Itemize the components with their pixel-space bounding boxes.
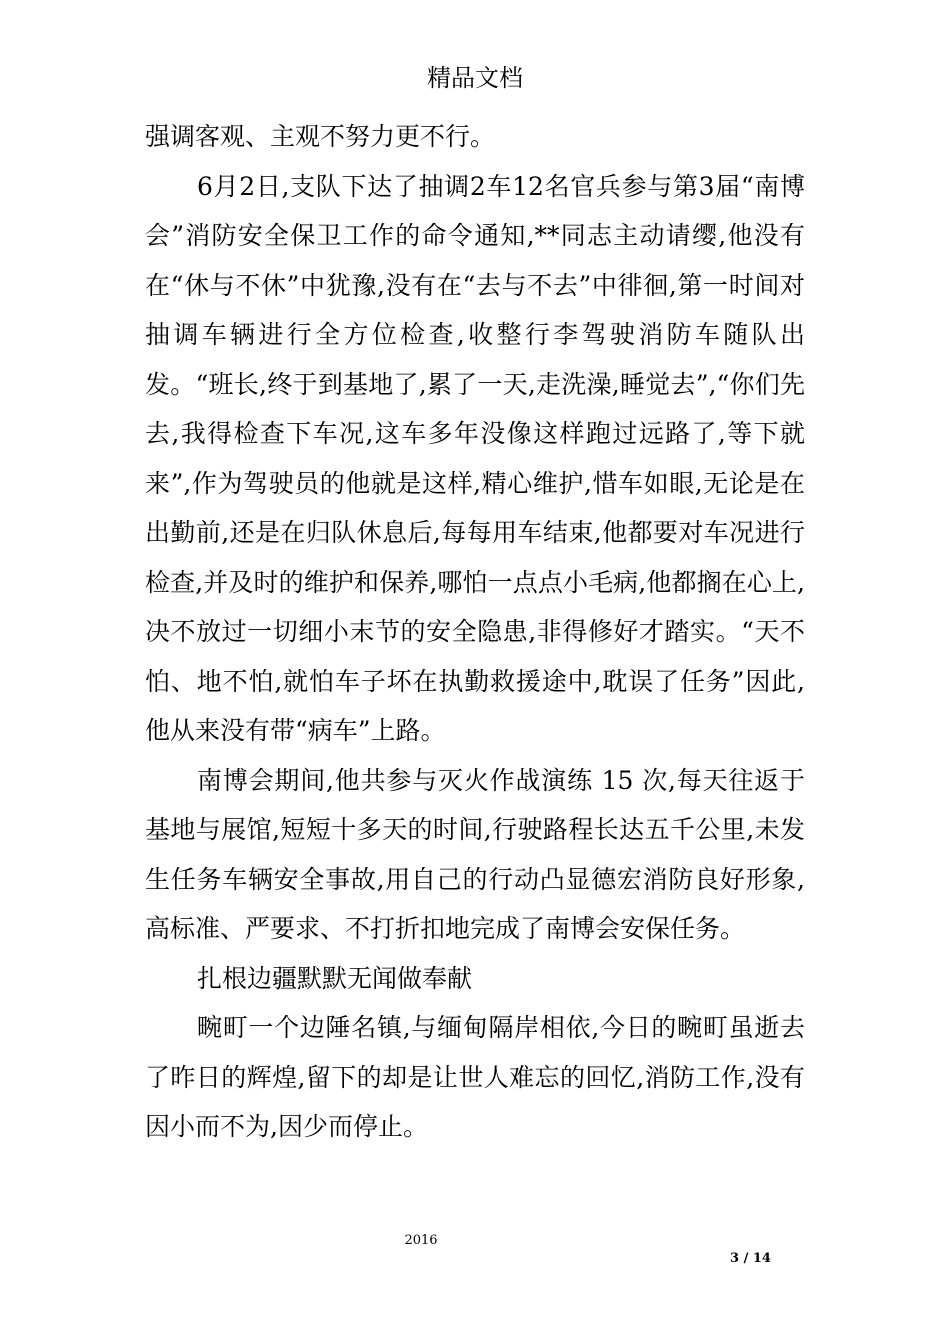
paragraph-nanbohui-summary: 南博会期间,他共参与灭火作战演练 15 次,每天往返于基地与展馆,短短十多天的时间,行驶路程长达五千公里,未发生任务车辆安全事故,用自己的行动凸显德宏消防良好形象,高标准、严要求、不打折扣地完成了南博会安保任务。: [145, 765, 805, 943]
page-header-title: 精品文档: [427, 64, 523, 92]
section-heading: 扎根边疆默默无闻做奉献: [197, 963, 473, 993]
page-number: 3 / 14: [730, 1251, 771, 1266]
paragraph-nanbohui-mission: 6月2日,支队下达了抽调2车12名官兵参与第3届“南博会”消防安全保卫工作的命令通知,**同志主动请缨,他没有在“休与不休”中犹豫,没有在“去与不去”中徘徊,第一时间对抽调车辆进行全方位检查,收整行李驾驶消防车随队出发。“班长,终于到基地了,累了一天,走洗澡,睡觉去”,“你们先去,我得检查下车况,这车多年没像这样跑过远路了,等下就来”,作为驾驶员的他就是这样,精心维护,惜车如眼,无论是在出勤前,还是在归队休息后,每每用车结束,他都要对车况进行检查,并及时的维护和保养,哪怕一点点小毛病,他都搁在心上,决不放过一切细小末节的安全隐患,非得修好才踏实。“天不怕、地不怕,就怕车子坏在执勤救援途中,耽误了任务”因此,他从来没有带“病车”上路。: [145, 171, 805, 745]
document-body: [145, 112, 805, 1152]
paragraph-continuation: 强调客观、主观不努力更不行。: [145, 122, 496, 151]
footer-year: 2016: [404, 1233, 438, 1248]
paragraph-wanding: 畹町一个边陲名镇,与缅甸隔岸相依,今日的畹町虽逝去了昨日的辉煌,留下的却是让世人难忘的回忆,消防工作,没有因小而不为,因少而停止。: [145, 1013, 805, 1141]
